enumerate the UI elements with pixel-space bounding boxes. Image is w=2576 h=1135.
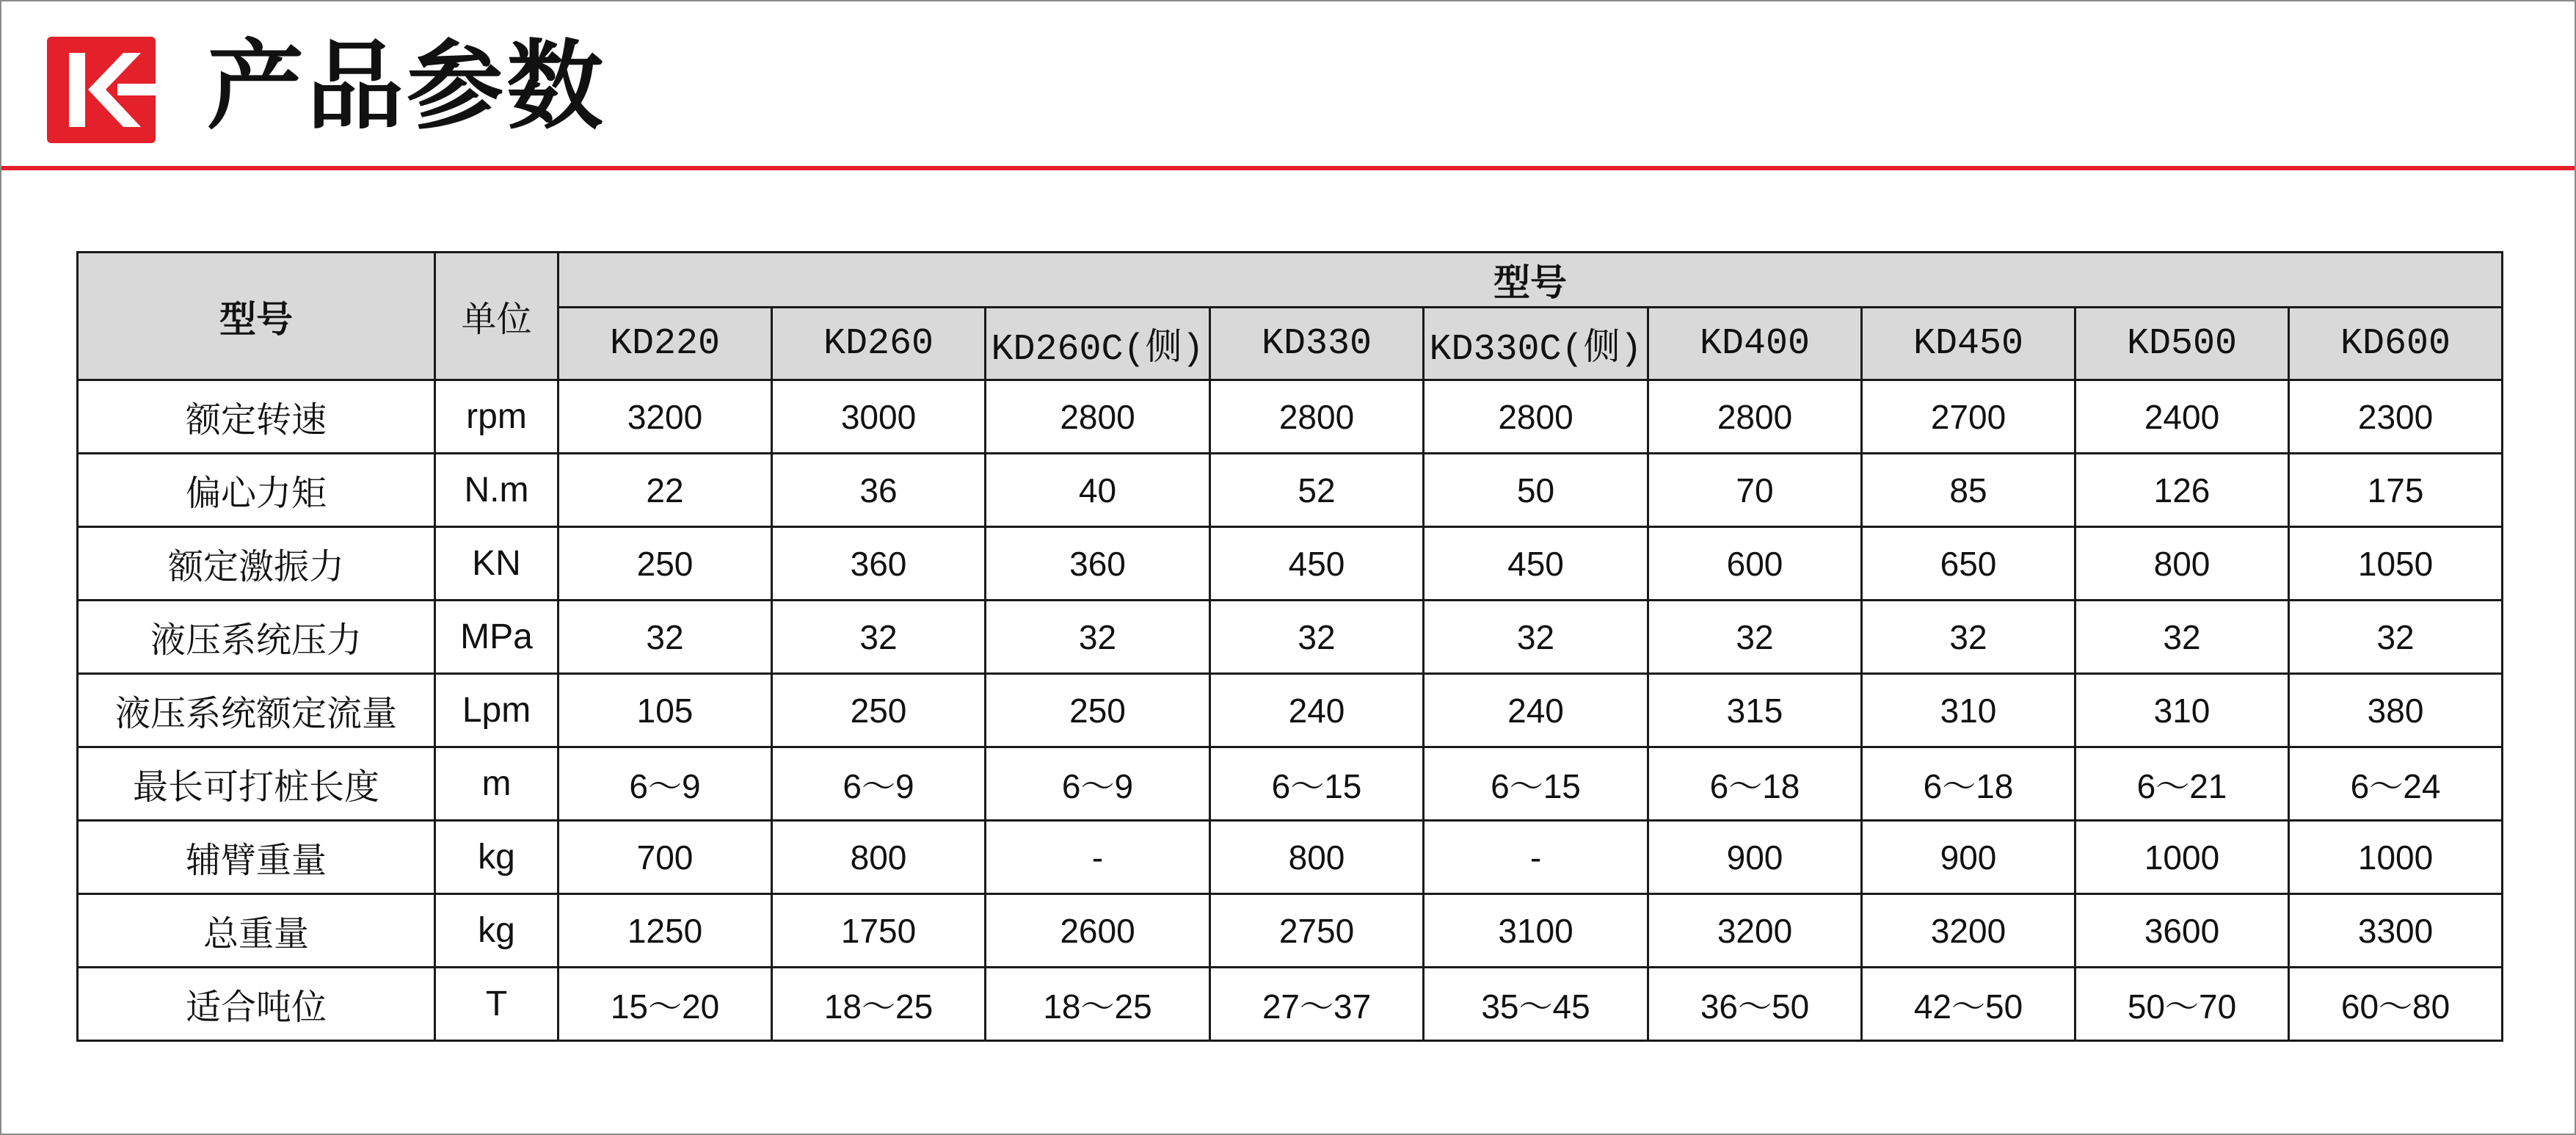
model-header-cell: KD600 (2289, 308, 2503, 380)
table-row (78, 747, 2503, 821)
value-cell: - (1424, 821, 1648, 894)
value-cell: 3200 (1648, 894, 1862, 968)
value-cell: 2750 (1210, 894, 1424, 968)
model-header-cell: KD400 (1648, 308, 1862, 380)
value-cell: 32 (986, 601, 1210, 674)
value-cell: 52 (1210, 454, 1424, 527)
value-cell: 35～45 (1424, 968, 1648, 1041)
page-title: 产品参数 (207, 30, 606, 143)
value-cell: 36～50 (1648, 968, 1862, 1041)
value-cell: 32 (2289, 601, 2503, 674)
value-cell: 85 (1862, 454, 2075, 527)
value-cell: 6～9 (772, 747, 986, 821)
table-header-row (78, 253, 2503, 308)
value-cell: 18～25 (772, 968, 986, 1041)
value-cell: 2800 (1210, 380, 1424, 454)
value-cell: 32 (1862, 601, 2075, 674)
unit-cell: MPa (435, 601, 559, 674)
value-cell: 450 (1424, 527, 1648, 601)
table-row (78, 527, 2503, 601)
value-cell: 800 (2075, 527, 2289, 601)
value-cell: 310 (2075, 674, 2289, 747)
value-cell: 2600 (986, 894, 1210, 968)
value-cell: 70 (1648, 454, 1862, 527)
value-cell: 3300 (2289, 894, 2503, 968)
unit-cell: m (435, 747, 559, 821)
value-cell: 3100 (1424, 894, 1648, 968)
value-cell: 380 (2289, 674, 2503, 747)
value-cell: 32 (772, 601, 986, 674)
value-cell: 32 (1210, 601, 1424, 674)
value-cell: 1750 (772, 894, 986, 968)
unit-cell: rpm (435, 380, 559, 454)
value-cell: 3200 (559, 380, 772, 454)
value-cell: 15～20 (559, 968, 772, 1041)
value-cell: 3600 (2075, 894, 2289, 968)
value-cell: 310 (1862, 674, 2075, 747)
value-cell: 6～24 (2289, 747, 2503, 821)
value-cell: 600 (1648, 527, 1862, 601)
value-cell: 1250 (559, 894, 772, 968)
parameter-name-cell: 最长可打桩长度 (78, 747, 435, 821)
table-row (78, 968, 2503, 1041)
value-cell: 6～9 (559, 747, 772, 821)
model-header-cell: KD450 (1862, 308, 2075, 380)
value-cell: 105 (559, 674, 772, 747)
value-cell: 2700 (1862, 380, 2075, 454)
value-cell: 36 (772, 454, 986, 527)
model-column-header: 型号 (78, 253, 435, 380)
header-divider (1, 166, 2575, 170)
value-cell: 1000 (2289, 821, 2503, 894)
table-row (78, 821, 2503, 894)
unit-cell: KN (435, 527, 559, 601)
spec-table (76, 251, 2503, 1042)
value-cell: 50 (1424, 454, 1648, 527)
value-cell: - (986, 821, 1210, 894)
parameter-name-cell: 额定激振力 (78, 527, 435, 601)
value-cell: 650 (1862, 527, 2075, 601)
value-cell: 250 (772, 674, 986, 747)
value-cell: 32 (2075, 601, 2289, 674)
value-cell: 32 (1424, 601, 1648, 674)
model-header-cell: KD500 (2075, 308, 2289, 380)
model-header-cell: KD330 (1210, 308, 1424, 380)
value-cell: 6～18 (1862, 747, 2075, 821)
model-header-cell: KD260 (772, 308, 986, 380)
value-cell: 22 (559, 454, 772, 527)
value-cell: 3200 (1862, 894, 2075, 968)
value-cell: 2800 (1648, 380, 1862, 454)
value-cell: 6～15 (1210, 747, 1424, 821)
value-cell: 240 (1424, 674, 1648, 747)
unit-cell: kg (435, 894, 559, 968)
parameter-name-cell: 辅臂重量 (78, 821, 435, 894)
value-cell: 2800 (1424, 380, 1648, 454)
unit-cell: Lpm (435, 674, 559, 747)
model-header-cell: KD220 (559, 308, 772, 380)
value-cell: 18～25 (986, 968, 1210, 1041)
page-header (1, 1, 2575, 166)
parameter-name-cell: 适合吨位 (78, 968, 435, 1041)
value-cell: 900 (1862, 821, 2075, 894)
unit-cell: N.m (435, 454, 559, 527)
value-cell: 6～18 (1648, 747, 1862, 821)
unit-cell: kg (435, 821, 559, 894)
value-cell: 315 (1648, 674, 1862, 747)
unit-column-header: 单位 (435, 253, 559, 380)
value-cell: 2400 (2075, 380, 2289, 454)
value-cell: 40 (986, 454, 1210, 527)
value-cell: 450 (1210, 527, 1424, 601)
value-cell: 800 (772, 821, 986, 894)
value-cell: 42～50 (1862, 968, 2075, 1041)
table-row (78, 894, 2503, 968)
value-cell: 800 (1210, 821, 1424, 894)
model-header-cell: KD260C(侧) (986, 308, 1210, 380)
value-cell: 250 (559, 527, 772, 601)
value-cell: 6～21 (2075, 747, 2289, 821)
value-cell: 360 (986, 527, 1210, 601)
value-cell: 32 (559, 601, 772, 674)
table-row (78, 380, 2503, 454)
value-cell: 60～80 (2289, 968, 2503, 1041)
value-cell: 32 (1648, 601, 1862, 674)
value-cell: 2800 (986, 380, 1210, 454)
model-header-cell: KD330C(侧) (1424, 308, 1648, 380)
parameter-name-cell: 额定转速 (78, 380, 435, 454)
parameter-name-cell: 液压系统压力 (78, 601, 435, 674)
value-cell: 900 (1648, 821, 1862, 894)
value-cell: 6～9 (986, 747, 1210, 821)
value-cell: 1000 (2075, 821, 2289, 894)
value-cell: 2300 (2289, 380, 2503, 454)
kd-logo-icon (47, 37, 156, 143)
value-cell: 27～37 (1210, 968, 1424, 1041)
table-row (78, 674, 2503, 747)
parameter-name-cell: 总重量 (78, 894, 435, 968)
parameter-name-cell: 液压系统额定流量 (78, 674, 435, 747)
value-cell: 175 (2289, 454, 2503, 527)
value-cell: 700 (559, 821, 772, 894)
table-row (78, 601, 2503, 674)
value-cell: 50～70 (2075, 968, 2289, 1041)
value-cell: 1050 (2289, 527, 2503, 601)
value-cell: 3000 (772, 380, 986, 454)
value-cell: 126 (2075, 454, 2289, 527)
value-cell: 250 (986, 674, 1210, 747)
parameter-name-cell: 偏心力矩 (78, 454, 435, 527)
table-row (78, 454, 2503, 527)
value-cell: 240 (1210, 674, 1424, 747)
unit-cell: T (435, 968, 559, 1041)
value-cell: 360 (772, 527, 986, 601)
model-group-header: 型号 (559, 253, 2503, 308)
value-cell: 6～15 (1424, 747, 1648, 821)
